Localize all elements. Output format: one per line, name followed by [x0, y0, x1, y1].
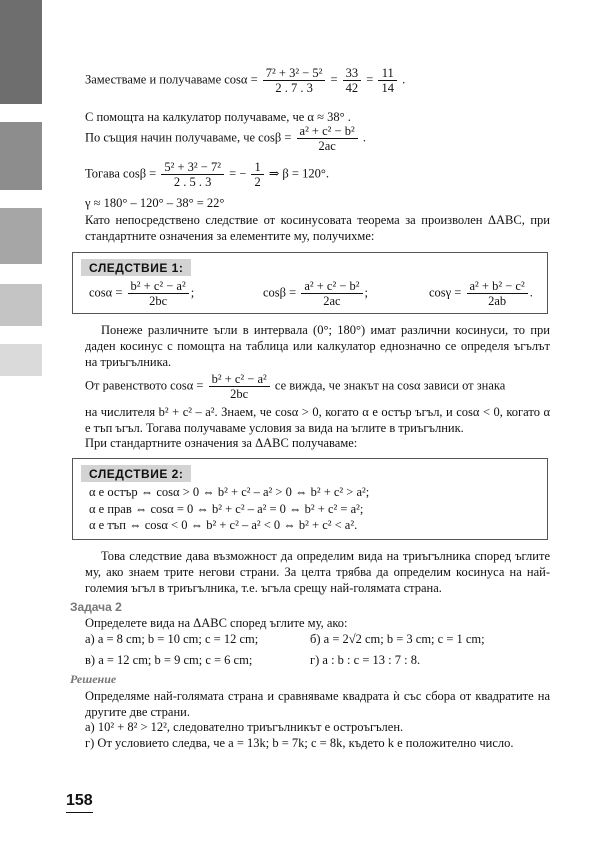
solution-intro: Определяме най-голямата страна и сравняваме квадрата ѝ със сбора от квадратите на другите две страни.	[85, 689, 550, 719]
solution-label: Решение	[70, 672, 117, 686]
denominator: 2bc	[149, 294, 168, 308]
text: ;	[364, 285, 369, 300]
numerator: 7² + 3² − 5²	[263, 66, 326, 81]
fraction	[467, 279, 528, 308]
solution-item-d: г) От условието следва, че a = 13k; b = 7k; c = 8k, където k е положително число.	[85, 736, 514, 750]
corollary-1-formula-b	[263, 279, 368, 308]
numerator: 1	[251, 160, 263, 175]
text: Тогава cosβ =	[85, 166, 157, 181]
numerator: 11	[378, 66, 397, 81]
numerator: b² + c² − a²	[209, 372, 270, 387]
task-item-c: в) a = 12 cm; b = 9 cm; c = 6 cm;	[85, 653, 253, 667]
formula-line-3	[85, 124, 366, 153]
chapter-tab-3	[0, 208, 42, 264]
numerator: 33	[343, 66, 362, 81]
text: =	[366, 72, 374, 87]
denominator: 2ac	[323, 294, 341, 308]
page-number: 158	[66, 792, 93, 813]
denominator: 42	[345, 81, 359, 95]
formula-line-1	[85, 66, 405, 95]
chapter-tab-1	[0, 0, 42, 104]
fraction	[343, 66, 362, 95]
paragraph-5: Това следствие дава възможност да определим вида на триъгълника според ъглите му, ако знаем трите негови страни. За целта трябва да определим косинуса на най-големия ъгъл в триъгълника, т.е. ъгъла срещу най-голямата страна.	[85, 549, 550, 595]
corollary-1-box	[72, 252, 548, 314]
paragraph-4: При стандартните означения за ΔABC получаваме:	[85, 436, 358, 450]
chapter-tab-2	[0, 122, 42, 190]
fraction	[378, 66, 397, 95]
text: cosβ =	[263, 285, 297, 300]
numerator: a² + b² − c²	[467, 279, 528, 294]
corollary-1-formula-c	[429, 279, 533, 308]
formula-line-4	[85, 160, 329, 189]
fraction	[161, 160, 224, 189]
text: = −	[229, 166, 247, 181]
paragraph-3: на числителя b² + c² – a². Знаем, че cosα > 0, когато α е остър ъгъл, и cosα < 0, когато α е тъп ъгъл. Тогава получаваме условия за вида на ъглите в триъгълник.	[85, 405, 550, 435]
denominator: 14	[381, 81, 394, 95]
paragraph-3-first-line	[85, 372, 505, 401]
fraction	[128, 279, 189, 308]
task-intro: Определете вида на ΔABC според ъглите му, ако:	[85, 616, 348, 630]
corollary-2-row: α е тъп ⇔ cosα < 0 ⇔ b² + c² – a² < 0 ⇔ b² + c² < a².	[89, 518, 358, 532]
denominator: 2ab	[488, 294, 507, 308]
text: Заместваме и получаваме cosα =	[85, 72, 258, 87]
corollary-2-row: α е остър ⇔ cosα > 0 ⇔ b² + c² – a² > 0 ⇔ b² + c² > a²;	[89, 485, 370, 499]
chapter-tab-4	[0, 284, 42, 326]
fraction	[301, 279, 362, 308]
text: По същия начин получаваме, че cosβ =	[85, 130, 292, 145]
task-label: Задача 2	[70, 600, 122, 614]
text: =	[330, 72, 338, 87]
denominator: 2ac	[318, 139, 336, 153]
numerator: b² + c² − a²	[128, 279, 189, 294]
text: От равенството cosα =	[85, 378, 204, 393]
fraction	[209, 372, 270, 401]
denominator: 2bc	[230, 387, 249, 401]
task-item-a: а) a = 8 cm; b = 10 cm; c = 12 cm;	[85, 632, 259, 646]
text: ⇒ β = 120°.	[268, 166, 329, 181]
text: ;	[190, 285, 195, 300]
paragraph-1: Като непосредствено следствие от косинусовата теорема за произволен ΔABC, при стандартните означения за елементите му, получихме:	[85, 213, 550, 243]
task-item-d: г) a : b : c = 13 : 7 : 8.	[310, 653, 421, 667]
numerator: 5² + 3² − 7²	[161, 160, 224, 175]
text: .	[529, 285, 533, 300]
text: cosγ =	[429, 285, 462, 300]
corollary-1-title: СЛЕДСТВИЕ 1:	[81, 259, 191, 276]
denominator: 2	[254, 175, 261, 189]
task-item-b: б) a = 2√2 cm; b = 3 cm; c = 1 cm;	[310, 632, 485, 646]
text-line-2: С помощта на калкулатор получаваме, че α ≈ 38° .	[85, 110, 351, 124]
corollary-2-title: СЛЕДСТВИЕ 2:	[81, 465, 191, 482]
text: cosα =	[89, 285, 123, 300]
fraction	[251, 160, 263, 189]
corollary-2-box	[72, 458, 548, 540]
corollary-1-formula-a	[89, 279, 194, 308]
denominator: 2 . 7 . 3	[275, 81, 313, 95]
chapter-tab-5	[0, 344, 42, 376]
numerator: a² + c² − b²	[297, 124, 358, 139]
denominator: 2 . 5 . 3	[173, 175, 212, 189]
paragraph-2: Понеже различните ъгли в интервала (0°; 180°) имат различни косинуси, то при даден косинус с помощта на таблица или калкулатор еднозначно се определя ъгълът на триъгълника.	[85, 323, 550, 369]
fraction	[297, 124, 358, 153]
corollary-2-row: α е прав ⇔ cosα = 0 ⇔ b² + c² – a² = 0 ⇔ b² + c² = a²;	[89, 502, 364, 516]
text: .	[402, 72, 406, 87]
solution-item-a: а) 10² + 8² > 12², следователно триъгълникът е остроъгълен.	[85, 720, 404, 734]
text-line-5: γ ≈ 180° – 120° – 38° = 22°	[85, 196, 225, 210]
numerator: a² + c² − b²	[301, 279, 362, 294]
text: се вижда, че знакът на cosα зависи от знака	[274, 378, 506, 393]
text: .	[362, 130, 366, 145]
fraction	[263, 66, 326, 95]
